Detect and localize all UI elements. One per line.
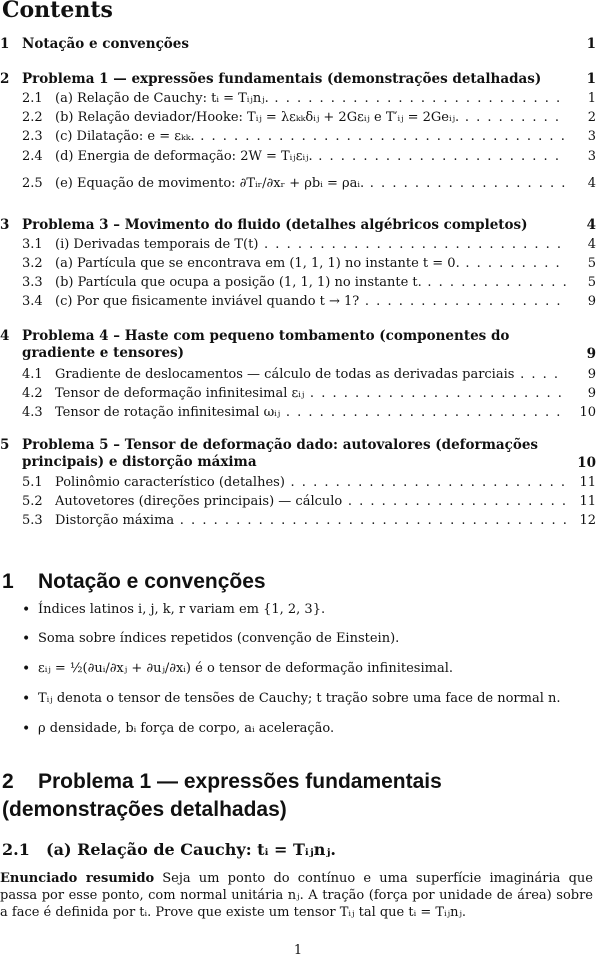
toc-sub-number: 3.2 <box>22 256 43 271</box>
summary-paragraph <box>0 870 593 921</box>
toc-sub-title: (c) Dilatação: e = εₖₖ. . . . <box>55 129 566 145</box>
toc-page-number: 9 <box>584 367 596 383</box>
toc-sub-number: 2.2 <box>22 110 43 125</box>
toc-sub-number: 2.5 <box>22 176 43 191</box>
toc-subsection-2-3[interactable] <box>0 129 596 145</box>
toc-subsection-2-2[interactable] <box>0 110 596 126</box>
toc-page-number: 1 <box>586 71 596 87</box>
paragraph-text: Seja um ponto do contínuo e uma superfície imaginária que passa por esse ponto, com normal unitária nⱼ. A tração (força por unidade de área) sobre a face é definida por tᵢ. Prove que existe um tensor Tᵢⱼ tal que tᵢ = Tᵢⱼnⱼ. <box>0 871 593 920</box>
toc-section-number: 1 <box>0 36 10 52</box>
toc-subsection-3-3[interactable] <box>0 275 596 291</box>
toc-sub-title: (c) Por que fisicamente inviável quando t → 1? . . . <box>55 294 566 310</box>
toc-sub-title: Distorção máxima . . . <box>55 513 566 529</box>
toc-sub-number: 4.1 <box>22 367 43 382</box>
subsection-number: 2.1 <box>2 840 30 859</box>
toc-sub-number: 2.4 <box>22 149 43 164</box>
toc-section-title: Problema 3 – Movimento do fluido (detalhes algébricos completos) <box>22 217 528 233</box>
section-title: Notação e convenções <box>38 570 266 593</box>
toc-subsection-3-2[interactable] <box>0 256 596 272</box>
toc-page-number: 1 <box>586 36 596 52</box>
toc-sub-title: (d) Energia de deformação: 2W = Tᵢⱼεᵢⱼ. . . . <box>55 149 566 165</box>
toc-page-number: 12 <box>575 513 596 529</box>
section-heading-2 <box>2 768 592 824</box>
toc-subsection-4-3[interactable] <box>0 405 596 421</box>
toc-sub-number: 2.3 <box>22 129 43 144</box>
toc-section-number: 4 <box>0 328 10 344</box>
toc-sub-title: Autovetores (direções principais) — cálculo . . . <box>55 494 566 510</box>
toc-subsection-3-4[interactable] <box>0 294 596 310</box>
toc-sub-title: (a) Partícula que se encontrava em (1, 1, 1) no instante t = 0. . . . <box>55 256 566 272</box>
toc-sub-number: 4.3 <box>22 405 43 420</box>
toc-sub-title: (a) Relação de Cauchy: tᵢ = Tᵢⱼnⱼ. . . . <box>55 91 566 107</box>
toc-sub-title: Gradiente de deslocamentos — cálculo de todas as derivadas parciais . . . <box>55 367 566 383</box>
toc-section-title: Problema 5 – Tensor de deformação dado: autovalores (deformações principais) e distorção máxima <box>22 437 539 470</box>
toc-section-title: Problema 1 — expressões fundamentais (demonstrações detalhadas) <box>22 71 542 87</box>
list-item: • Índices latinos i, j, k, r variam em {1, 2, 3}. <box>38 602 590 618</box>
toc-subsection-2-4[interactable] <box>0 149 596 165</box>
contents-title: Contents <box>2 0 113 23</box>
toc-sub-title: (e) Equação de movimento: ∂Tᵢᵣ/∂xᵣ + ρbᵢ = ρaᵢ. . . . <box>55 176 566 192</box>
toc-page-number: 4 <box>584 176 596 192</box>
toc-page-number: 5 <box>584 256 596 272</box>
list-item: • Soma sobre índices repetidos (convenção de Einstein). <box>38 631 590 647</box>
toc-page-number: 9 <box>586 346 596 362</box>
toc-page-number: 11 <box>575 475 596 491</box>
subsection-heading-2-1 <box>2 840 336 860</box>
toc-subsection-3-1[interactable] <box>0 237 596 253</box>
toc-subsection-4-1[interactable] <box>0 367 596 383</box>
list-item: • Tᵢⱼ denota o tensor de tensões de Cauchy; t tração sobre uma face de normal n. <box>38 691 590 707</box>
toc-section-number: 5 <box>0 437 10 453</box>
toc-sub-number: 3.1 <box>22 237 43 252</box>
paragraph-lead: Enunciado resumido <box>0 871 155 886</box>
toc-page-number: 1 <box>584 91 596 107</box>
toc-section-title: Notação e convenções <box>22 36 189 52</box>
toc-sub-number: 5.3 <box>22 513 43 528</box>
toc-page-number: 9 <box>584 386 596 402</box>
toc-page-number: 10 <box>577 455 596 471</box>
toc-page-number: 10 <box>575 405 596 421</box>
toc-subsection-5-2[interactable] <box>0 494 596 510</box>
list-item: • ρ densidade, bᵢ força de corpo, aᵢ aceleração. <box>38 721 590 737</box>
subsection-title: (a) Relação de Cauchy: tᵢ = Tᵢⱼnⱼ. <box>46 840 336 859</box>
toc-page-number: 3 <box>584 129 596 145</box>
page-number: 1 <box>293 943 303 958</box>
toc-section-title: Problema 4 – Haste com pequeno tombamento (componentes do gradiente e tensores) <box>22 328 510 361</box>
toc-subsection-4-2[interactable] <box>0 386 596 402</box>
list-item: • εᵢⱼ = ½(∂uᵢ/∂xⱼ + ∂uⱼ/∂xᵢ) é o tensor de deformação infinitesimal. <box>38 661 590 677</box>
toc-subsection-5-1[interactable] <box>0 475 596 491</box>
toc-sub-number: 2.1 <box>22 91 43 106</box>
toc-sub-title: (i) Derivadas temporais de T(t) . . . <box>55 237 566 253</box>
toc-page-number: 2 <box>584 110 596 126</box>
section-number: 1 <box>2 570 14 593</box>
toc-subsection-5-3[interactable] <box>0 513 596 529</box>
toc-page-number: 3 <box>584 149 596 165</box>
toc-sub-title: (b) Partícula que ocupa a posição (1, 1, 1) no instante t. . . . <box>55 275 566 291</box>
toc-page-number: 9 <box>584 294 596 310</box>
section-number: 2 <box>2 770 14 793</box>
toc-sub-number: 4.2 <box>22 386 43 401</box>
toc-sub-title: Tensor de rotação infinitesimal ωᵢⱼ . . . <box>55 405 566 421</box>
toc-sub-title: Tensor de deformação infinitesimal εᵢⱼ . . . <box>55 386 566 402</box>
toc-sub-number: 5.1 <box>22 475 43 490</box>
toc-sub-number: 3.4 <box>22 294 43 309</box>
toc-sub-title: (b) Relação deviador/Hooke: Tᵢⱼ = λεₖₖδᵢⱼ + 2Gεᵢⱼ e T′ᵢⱼ = 2Geᵢⱼ. . . . <box>55 110 566 126</box>
toc-page-number: 4 <box>584 237 596 253</box>
section-heading-1 <box>2 569 266 595</box>
toc-page-number: 11 <box>575 494 596 510</box>
toc-subsection-2-5[interactable] <box>0 176 596 192</box>
toc-sub-title: Polinômio característico (detalhes) . . . <box>55 475 566 491</box>
section-title: Problema 1 — expressões fundamentais (demonstrações detalhadas) <box>2 770 442 821</box>
toc-page-number: 4 <box>586 217 596 233</box>
toc-section-number: 2 <box>0 71 10 87</box>
toc-sub-number: 3.3 <box>22 275 43 290</box>
toc-section-number: 3 <box>0 217 10 233</box>
toc-subsection-2-1[interactable] <box>0 91 596 107</box>
toc-sub-number: 5.2 <box>22 494 43 509</box>
toc-page-number: 5 <box>584 275 596 291</box>
